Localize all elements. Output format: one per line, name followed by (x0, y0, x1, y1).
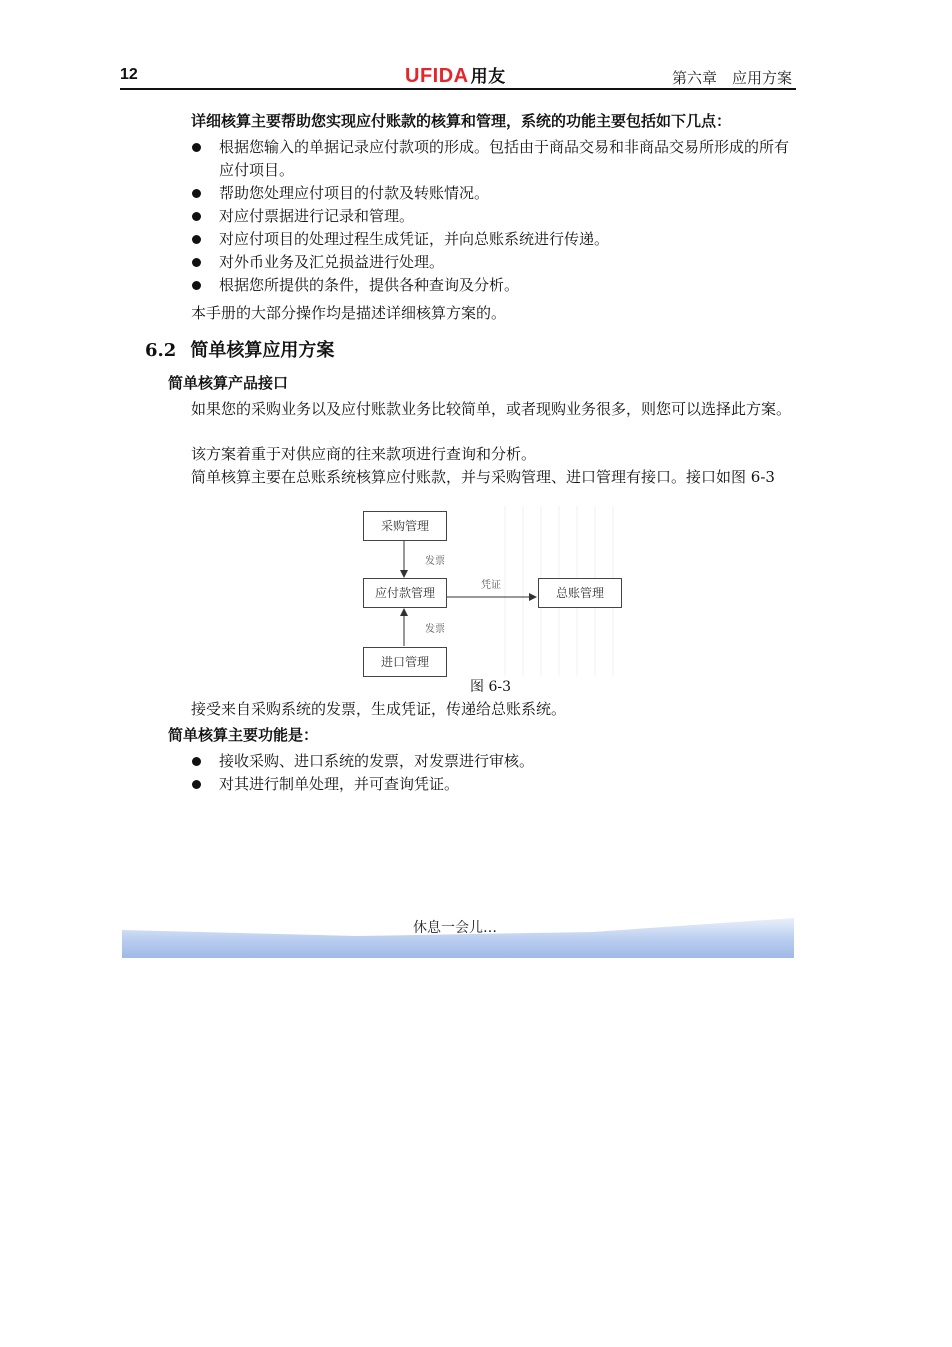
list-item: 对应付票据进行记录和管理。 (191, 205, 796, 228)
list-item: 接收采购、进口系统的发票，对发票进行审核。 (191, 750, 796, 773)
intro-closing: 本手册的大部分操作均是描述详细核算方案的。 (191, 304, 507, 322)
interface-heading: 简单核算产品接口 (168, 374, 289, 392)
footer-text: 休息一会儿… (413, 920, 497, 936)
list-item: 根据您输入的单据记录应付款项的形成。包括由于商品交易和非商品交易所形成的所有应付项目。 (191, 136, 796, 182)
interface-diagram (355, 506, 621, 676)
list-item: 帮助您处理应付项目的付款及转账情况。 (191, 182, 796, 205)
label-voucher: 凭证 (481, 580, 501, 591)
functions-bullet-list (191, 750, 796, 796)
list-item: 对其进行制单处理，并可查询凭证。 (191, 773, 796, 796)
page-number: 12 (120, 66, 138, 83)
figure-caption: 图 6-3 (470, 679, 511, 695)
list-item: 根据您所提供的条件，提供各种查询及分析。 (191, 274, 796, 297)
list-item: 对外币业务及汇兑损益进行处理。 (191, 251, 796, 274)
box-import-management: 进口管理 (363, 647, 447, 677)
box-general-ledger: 总账管理 (538, 578, 622, 608)
intro-bullet-list (191, 136, 796, 297)
interface-paragraph-1: 如果您的采购业务以及应付账款业务比较简单，或者现购业务很多，则您可以选择此方案。 (191, 400, 792, 418)
header-divider (120, 88, 796, 90)
after-diagram-text: 接受来自采购系统的发票，生成凭证，传递给总账系统。 (191, 700, 567, 718)
section-title: 简单核算应用方案 (190, 340, 335, 361)
list-item: 对应付项目的处理过程生成凭证，并向总账系统进行传递。 (191, 228, 796, 251)
logo-cn-text: 用友 (470, 67, 506, 86)
section-heading (145, 336, 334, 362)
section-number: 6.2 (145, 340, 177, 361)
box-purchase-management: 采购管理 (363, 511, 447, 541)
ufida-logo (405, 62, 506, 88)
functions-heading: 简单核算主要功能是： (168, 726, 319, 744)
intro-lead: 详细核算主要帮助您实现应付账款的核算和管理，系统的功能主要包括如下几点： (191, 112, 732, 130)
label-invoice-top: 发票 (425, 556, 445, 567)
chapter-title: 第六章 应用方案 (671, 69, 792, 87)
interface-paragraph-2: 该方案着重于对供应商的往来款项进行查询和分析。 (191, 445, 537, 463)
label-invoice-bottom: 发票 (425, 624, 445, 635)
interface-paragraph-3: 简单核算主要在总账系统核算应付账款，并与采购管理、进口管理有接口。接口如图 6-3 (191, 468, 775, 486)
logo-text: UFIDA (405, 65, 469, 87)
box-payable-management: 应付款管理 (363, 578, 447, 608)
